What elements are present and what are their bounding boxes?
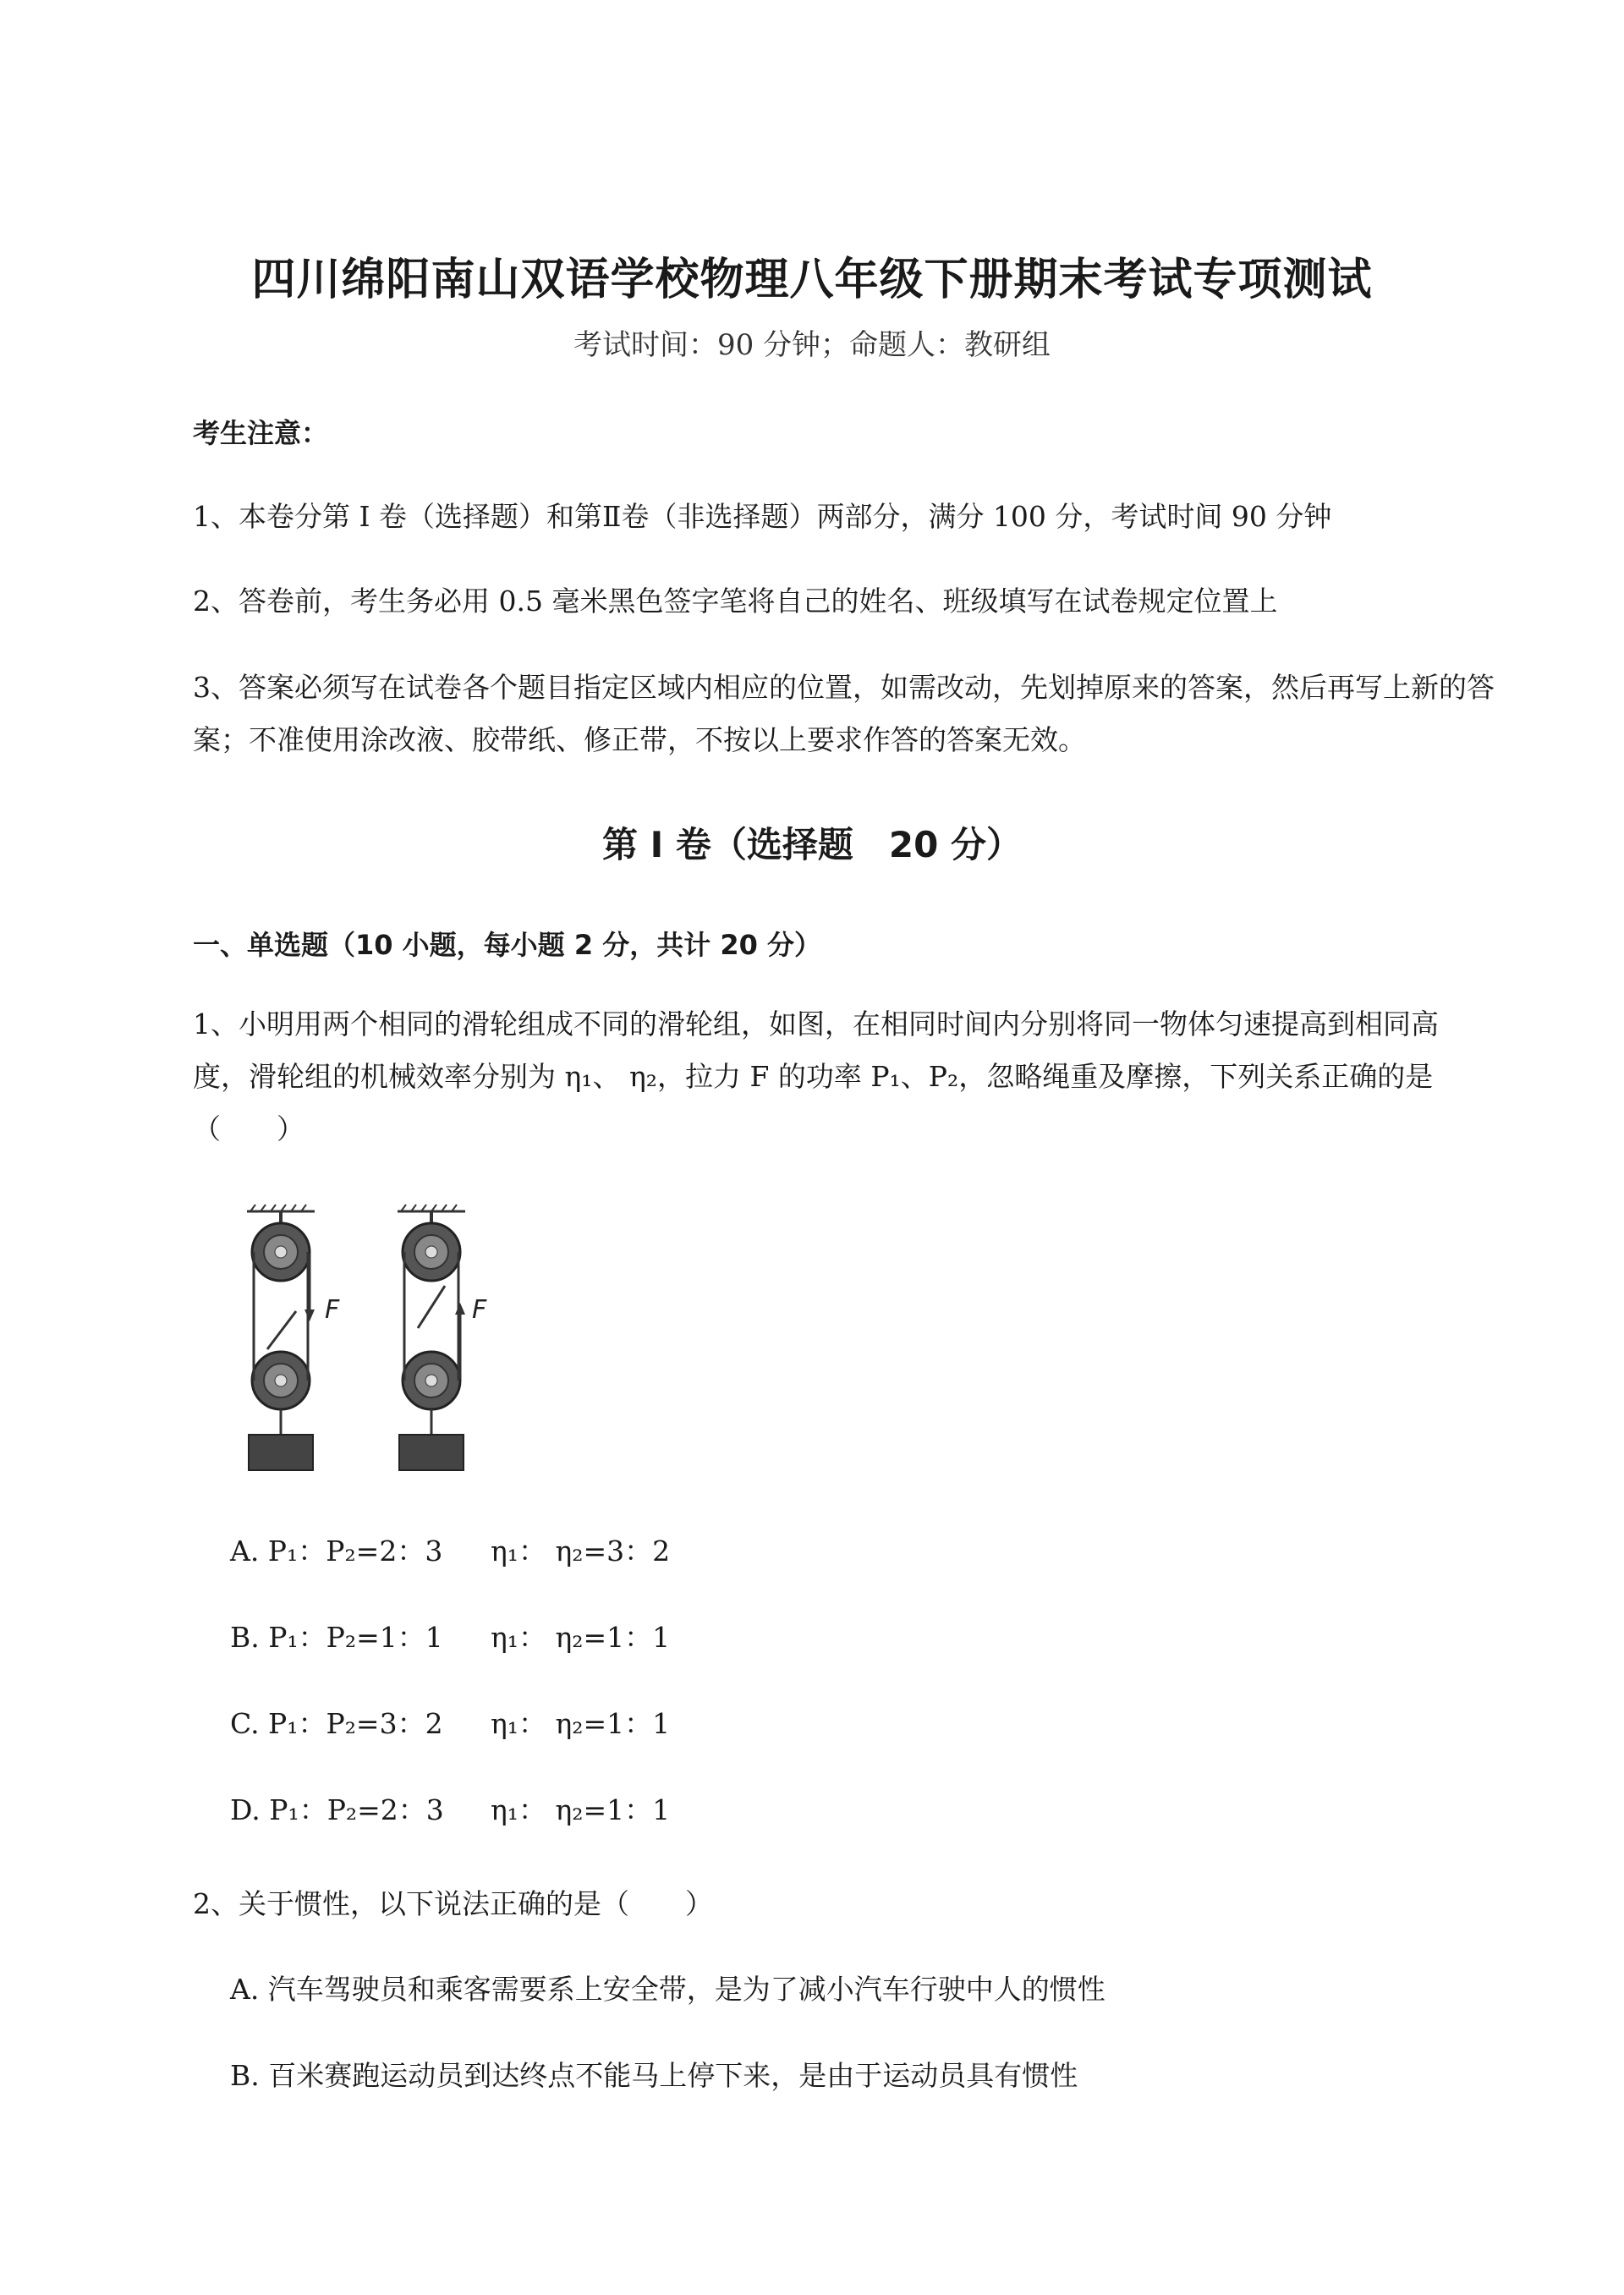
force-label-right: F bbox=[472, 1295, 487, 1325]
question-1-stem-line-3: （ ） bbox=[193, 1112, 304, 1145]
force-label-left: F bbox=[325, 1295, 340, 1325]
pulley-figure bbox=[237, 1201, 491, 1489]
q1-option-c-right: η₁： η₂=1：1 bbox=[491, 1707, 671, 1740]
exam-subtitle: 考试时间：90 分钟；命题人：教研组 bbox=[573, 328, 1051, 362]
q1-option-b-left: B. P₁：P₂=1：1 bbox=[230, 1621, 443, 1654]
question-2-stem: 2、关于惯性，以下说法正确的是（ ） bbox=[193, 1887, 713, 1920]
notice-item-3: 3、答案必须写在试卷各个题目指定区域内相应的位置，如需改动，先划掉原来的答案，然后再写上新的答案；不准使用涂改液、胶带纸、修正带，不按以上要求作答的答案无效。 bbox=[193, 671, 1495, 756]
part-heading: 一、单选题（10 小题，每小题 2 分，共计 20 分） bbox=[193, 929, 822, 961]
notice-item-2: 2、答卷前，考生务必用 0.5 毫米黑色签字笔将自己的姓名、班级填写在试卷规定位置上 bbox=[193, 585, 1278, 618]
q1-option-d-left: D. P₁：P₂=2：3 bbox=[230, 1793, 444, 1826]
q1-option-d-right: η₁： η₂=1：1 bbox=[491, 1793, 671, 1826]
section-title: 第 I 卷（选择题 20 分） bbox=[602, 824, 1022, 865]
q1-option-a-right: η₁： η₂=3：2 bbox=[491, 1535, 671, 1568]
q1-option-b-right: η₁： η₂=1：1 bbox=[491, 1621, 671, 1654]
q1-option-c-left: C. P₁：P₂=3：2 bbox=[230, 1707, 443, 1740]
q1-option-a-left: A. P₁：P₂=2：3 bbox=[230, 1535, 443, 1568]
notice-item-1: 1、本卷分第 I 卷（选择题）和第Ⅱ卷（非选择题）两部分，满分 100 分，考试时间 90 分钟 bbox=[193, 500, 1332, 533]
question-1-stem-line-2: 度，滑轮组的机械效率分别为 η₁、 η₂，拉力 F 的功率 P₁、P₂，忽略绳重及摩擦，下列关系正确的是 bbox=[193, 1060, 1434, 1093]
notice-heading: 考生注意： bbox=[193, 417, 329, 449]
pulley-system-left bbox=[249, 1211, 315, 1470]
page-title: 四川绵阳南山双语学校物理八年级下册期末考试专项测试 bbox=[251, 255, 1373, 305]
question-1-stem-line-1: 1、小明用两个相同的滑轮组成不同的滑轮组，如图，在相同时间内分别将同一物体匀速提高到相同高 bbox=[193, 1007, 1439, 1040]
pulley-system-right bbox=[399, 1211, 465, 1470]
q2-option-a: A. 汽车驾驶员和乘客需要系上安全带，是为了减小汽车行驶中人的惯性 bbox=[230, 1973, 1106, 2006]
q2-option-b: B. 百米赛跑运动员到达终点不能马上停下来，是由于运动员具有惯性 bbox=[230, 2059, 1078, 2092]
